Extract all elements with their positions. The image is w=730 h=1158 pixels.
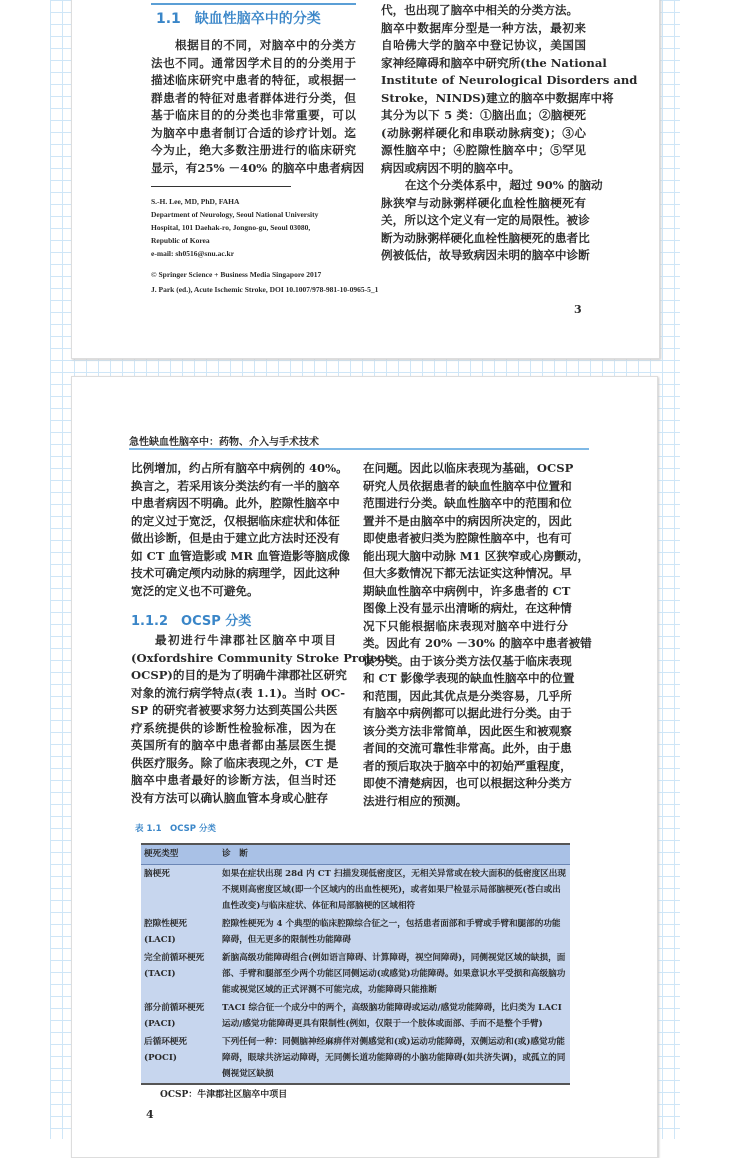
text-line: 疗系统提供的诊断性检验标准，因为在 xyxy=(131,720,336,735)
infarct-type: 部分前循环梗死 xyxy=(144,1003,205,1013)
text-line: 脑卒中数据库分型是一种方法，最初来 xyxy=(381,20,586,35)
text-line: OCSP)的目的是为了明确牛津郡社区研究 xyxy=(131,668,347,682)
text-line: 法也不同。通常因学术目的的分类用于 xyxy=(151,55,356,70)
table-row xyxy=(141,915,570,949)
text-line: 即使患者被归类为腔隙性脑卒中，也有可 xyxy=(363,531,572,545)
infarct-type-cell xyxy=(141,915,219,949)
text-line: 能出现大脑中动脉 M1 区狭窄或心房颤动， xyxy=(363,548,590,563)
infarct-abbr: (TACI) xyxy=(144,969,176,979)
text-line: 有脑卒中病例都可以据此进行分类。由于 xyxy=(363,706,572,720)
text-line: 家神经障碍和脑卒中研究所(the National xyxy=(381,55,607,70)
right-column xyxy=(363,460,592,810)
text-line: 范围进行分类。缺血性脑卒中的范围和位 xyxy=(363,496,572,510)
author-line: Department of Neurology, Seoul National University xyxy=(151,210,319,219)
page-3 xyxy=(71,0,660,359)
infarct-type: 后循环梗死 xyxy=(144,1037,187,1047)
text-line: 供医疗服务。除了临床表现之外，CT 是 xyxy=(131,755,339,770)
text-line: 显示，有25% －40% 的脑卒中患者病因 xyxy=(151,160,365,175)
text-line: 做出诊断，但是由于建立此方法时还没有 xyxy=(131,531,340,545)
text-line: 根据目的不同，对脑卒中的分类方 xyxy=(175,38,356,52)
text-line: Institute of Neurological Disorders and xyxy=(381,73,638,87)
text-line: 和范围，因此其优点是分类容易，几乎所 xyxy=(363,688,572,703)
text-line: 的定义过于宽泛，仅根据临床症状和体征 xyxy=(131,513,340,528)
right-column xyxy=(381,2,638,265)
page-4 xyxy=(71,376,658,1158)
table-row xyxy=(141,865,570,916)
infarct-type-cell xyxy=(141,949,219,999)
table-header: 梗死类型 xyxy=(141,844,219,865)
text-line: 在这个分类体系中，超过 90% 的脑动 xyxy=(405,178,603,192)
text-line: 期缺血性脑卒中病例中，许多患者的 CT xyxy=(363,583,571,598)
table-row xyxy=(141,949,570,999)
text-line: 描述临床研究中患者的特征，或根据一 xyxy=(151,73,356,87)
text-line: Stroke，NINDS)建立的脑卒中数据库中将 xyxy=(381,90,614,105)
table-row xyxy=(141,999,570,1033)
text-line: 在问题。因此以临床表现为基础，OCSP xyxy=(363,461,574,475)
copyright-block xyxy=(151,267,378,297)
author-affiliation xyxy=(151,195,318,260)
left-column xyxy=(131,460,394,807)
text-line: 类。因此有 20% －30% 的脑卒中患者被错 xyxy=(363,636,592,650)
left-column xyxy=(151,37,365,177)
author-line: S.-H. Lee, MD, PhD, FAHA xyxy=(151,197,240,206)
text-line: 为脑卒中患者制订合适的诊疗计划。迄 xyxy=(151,125,356,140)
text-line: (动脉粥样硬化和串联动脉病变)；③心 xyxy=(381,125,586,140)
infarct-abbr: (POCI) xyxy=(144,1053,177,1063)
text-line: 但大多数情况下都无法证实这种情况。早 xyxy=(363,566,572,580)
page-number: 4 xyxy=(146,1108,154,1121)
text-line: 如 CT 血管造影或 MR 血管造影等脑成像 xyxy=(131,548,350,563)
diagnosis-cell: 新脑高级功能障碍组合(例如语言障碍、计算障碍，视空间障碍)，同侧视觉区域的缺损，面部、手臂和腿部至少两个功能区同侧运动(或感觉)功能障碍。如果意识水平受损和高级脑功能或视觉区域的正式评测不可能完成，功能障碍只能推断 xyxy=(222,953,566,995)
text-line: 比例增加，约占所有脑卒中病例的 40%。 xyxy=(131,461,348,475)
text-line: 群患者的特征对患者群体进行分类，但 xyxy=(151,90,356,105)
author-line: Republic of Korea xyxy=(151,236,210,245)
text-line: 对象的流行病学特点(表 1.1)。当时 OC- xyxy=(131,685,346,700)
footnote-rule xyxy=(151,186,291,187)
text-line: 研究人员依据患者的缺血性脑卒中位置和 xyxy=(363,478,572,493)
page-number: 3 xyxy=(574,303,582,316)
text-line: 自哈佛大学的脑卒中登记协议，美国国 xyxy=(381,38,586,52)
text-line: 即使不清楚病因，也可以根据这种分类方 xyxy=(363,776,572,790)
text-line: 换言之，若采用该分类法约有一半的脑卒 xyxy=(131,478,340,493)
text-line: 断为动脉粥样硬化血栓性脑梗死的患者比 xyxy=(381,230,590,245)
ocsp-table xyxy=(141,843,570,1085)
table-note: OCSP：牛津郡社区脑卒中项目 xyxy=(160,1090,288,1100)
section-title: 1.1 缺血性脑卒中的分类 xyxy=(156,11,321,27)
infarct-abbr: (PACI) xyxy=(144,1019,176,1029)
text-line: 其分为以下 5 类：①脑出血；②脑梗死 xyxy=(381,108,586,122)
text-line: 技术可确定颅内动脉的病理学，因此这种 xyxy=(131,566,340,580)
author-email: e-mail: sh0516@snu.ac.kr xyxy=(151,249,235,258)
text-line: 今为止，绝大多数注册进行的临床研究 xyxy=(151,143,356,157)
text-line: 脉狭窄与动脉粥样硬化血栓性脑梗死有 xyxy=(381,195,586,210)
infarct-type-cell xyxy=(141,865,219,916)
text-line: 置并不是由脑卒中的病因所决定的，因此 xyxy=(363,513,572,528)
running-head-rule xyxy=(129,448,589,450)
text-line: SP 的研究者被要求努力达到英国公共医 xyxy=(131,703,338,717)
infarct-type: 脑梗死 xyxy=(144,869,170,879)
text-line: 况下只能根据临床表现对脑卒中进行分 xyxy=(363,618,568,633)
text-line: 关，所以这个定义有一定的局限性。被诊 xyxy=(381,213,590,227)
text-line: (Oxfordshire Community Stroke Project, xyxy=(131,650,394,665)
text-line: 误分类。由于该分类方法仅基于临床表现 xyxy=(363,653,572,668)
infarct-type: 完全前循环梗死 xyxy=(144,953,205,963)
subheading: 1.1.2 OCSP 分类 xyxy=(131,614,252,629)
text-line: 该分类方法非常简单，因此医生和被观察 xyxy=(363,723,572,738)
text-line: 图像上没有显示出清晰的病灶，在这种情 xyxy=(363,601,572,615)
text-line: 者的预后取决于脑卒中的初始严重程度， xyxy=(363,758,572,773)
table-header: 诊 断 xyxy=(219,844,570,865)
author-line: Hospital, 101 Daehak-ro, Jongno-gu, Seoul 03080, xyxy=(151,223,311,232)
text-line: 法进行相应的预测。 xyxy=(363,793,468,808)
infarct-type-cell xyxy=(141,999,219,1033)
text-line: 代，也出现了脑卒中相关的分类方法。 xyxy=(381,3,579,17)
text-line: 没有方法可以确认脑血管本身或心脏存 xyxy=(131,790,329,805)
table-row xyxy=(141,1033,570,1084)
text-line: 例被低估，故导致病因未明的脑卒中诊断 xyxy=(381,248,590,262)
infarct-type-cell xyxy=(141,1033,219,1084)
text-line: 中患者病因不明确。此外，腔隙性脑卒中 xyxy=(131,496,340,510)
text-line: 最初进行牛津郡社区脑卒中项目 xyxy=(155,633,336,647)
diagnosis-cell: 如果在症状出现 28d 内 CT 扫描发现低密度区，无相关异常或在较大面积的低密度区出现不规则高密度区域(即一个区域内的出血性梗死)，或者如果尸检显示局部脑梗死(苍白或出血性改变)与临床症状、体征和局部脑梗的区域相符 xyxy=(222,869,566,911)
text-line: 脑卒中患者最好的诊断方法，但当时还 xyxy=(131,773,336,787)
text-line: 病因或病因不明的脑卒中。 xyxy=(381,160,521,175)
text-line: 宽泛的定义也不可避免。 xyxy=(131,583,259,598)
running-head: 急性缺血性脑卒中：药物、介入与手术技术 xyxy=(129,437,319,448)
text-line: 英国所有的脑卒中患者都由基层医生提 xyxy=(131,738,336,752)
text-line: 基于临床目的的分类也非常重要，可以 xyxy=(151,108,356,122)
diagnosis-cell: TACI 综合征一个成分中的两个，高级脑功能障碍或运动/感觉功能障碍，比归类为 LACI 运动/感觉功能障碍更具有限制性(例如，仅限于一个肢体或面部、手而不是整个手臂) xyxy=(222,1003,562,1029)
infarct-abbr: (LACI) xyxy=(144,935,176,945)
section-rule xyxy=(151,3,356,5)
table-block xyxy=(135,823,575,1121)
table-caption: 表 1.1 OCSP 分类 xyxy=(135,824,216,834)
diagnosis-cell: 下列任何一种：同侧脑神经麻痹伴对侧感觉和(或)运动功能障碍，双侧运动和(或)感觉功能障碍，眼球共济运动障碍，无同侧长道功能障碍的小脑功能障碍(如共济失调)，或孤立的同侧视觉区缺损 xyxy=(222,1037,566,1079)
infarct-type: 腔隙性梗死 xyxy=(144,919,187,929)
copyright: © Springer Science + Business Media Singapore 2017 xyxy=(151,270,322,279)
text-line: 者间的交流可靠性非常高。此外，由于患 xyxy=(363,741,572,755)
citation: J. Park (ed.), Acute Ischemic Stroke, DOI 10.1007/978-981-10-0965-5_1 xyxy=(151,285,379,294)
text-line: 和 CT 影像学表现的缺血性脑卒中的位置 xyxy=(363,671,575,685)
text-line: 源性脑卒中；④腔隙性脑卒中；⑤罕见 xyxy=(381,143,586,157)
diagnosis-cell: 腔隙性梗死为 4 个典型的临床腔隙综合征之一，包括患者面部和手臂或手臂和腿部的功能障碍，但无更多的限制性功能障碍 xyxy=(222,919,561,945)
